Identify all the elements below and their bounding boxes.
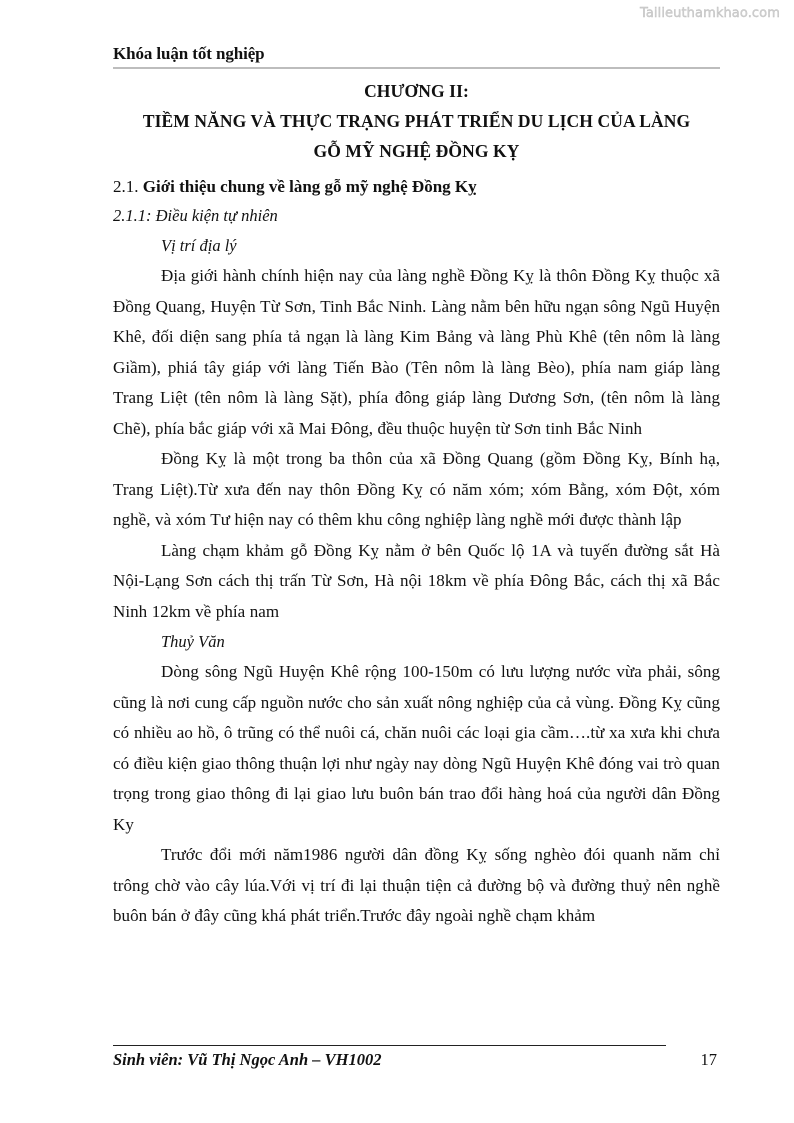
running-header — [113, 45, 720, 69]
heading-geographic-location: Vị trí địa lý — [161, 236, 237, 255]
chapter-title-line-1: CHƯƠNG II: — [364, 81, 469, 101]
paragraph-village-hamlets: Đồng Kỵ là một trong ba thôn của xã Đồng Quang (gồm Đồng Kỵ, Bính hạ, Trang Liệt).Từ xưa đến nay thôn Đồng Kỵ có năm xóm; xóm Bằng, xóm Đột, xóm nghề, và xóm Tư hiện nay có thêm khu công nghiệp làng nghề mới được thành lập — [113, 449, 720, 529]
subsection-heading-2-1-1: 2.1.1: Điều kiện tự nhiên — [113, 206, 278, 225]
footer-divider — [113, 1045, 666, 1046]
section-title: Giới thiệu chung về làng gỗ mỹ nghệ Đồng Kỵ — [138, 177, 477, 196]
paragraph-transport-location: Làng chạm khảm gỗ Đồng Kỵ nằm ở bên Quốc lộ 1A và tuyến đường sắt Hà Nội-Lạng Sơn cách thị trấn Từ Sơn, Hà nội 18km về phía Đông Bắc, cách thị xã Bắc Ninh 12km về phía nam — [113, 540, 720, 621]
paragraph-pre-doi-moi: Trước đổi mới năm1986 người dân đồng Kỵ sống nghèo đói quanh năm chỉ trông chờ vào cây lúa.Với vị trí đi lại thuận tiện cả đường bộ và đường thuỷ nên nghề buôn bán ở đây cũng khá phát triển.Trước đây ngoài nghề chạm khảm — [113, 845, 720, 925]
page-footer — [113, 1045, 720, 1070]
paragraph-administrative-boundary: Địa giới hành chính hiện nay của làng nghề Đồng Kỵ là thôn Đồng Kỵ thuộc xã Đồng Quang, Huyện Từ Sơn, Tinh Bắc Ninh. Làng nằm bên hữu ngạn sông Ngũ Huyện Khê, đối diện sang phía tả ngạn là làng Kim Bảng và làng Phù Khê (tên nôm là làng Giầm), phiá tây giáp với làng Tiến Bào (Tên nôm là làng Bèo), phía nam giáp làng Trang Liệt (tên nôm là làng Sặt), phía đông giáp làng Dương Sơn, (tên nôm là làng Chẽ), phía bắc giáp với xã Mai Đông, đều thuộc huyện từ Sơn tinh Bắc Ninh — [113, 266, 720, 438]
chapter-title-line-3: GỖ MỸ NGHỆ ĐỒNG KỴ — [313, 141, 520, 161]
footer-student-name: Sinh viên: Vũ Thị Ngọc Anh – VH1002 — [113, 1050, 382, 1069]
header-divider — [113, 67, 720, 69]
document-content — [113, 76, 720, 932]
running-header-title: Khóa luận tốt nghiệp — [113, 44, 265, 63]
heading-hydrology: Thuỷ Văn — [161, 632, 225, 651]
paragraph-river-description: Dòng sông Ngũ Huyện Khê rộng 100-150m có lưu lượng nước vừa phải, sông cũng là nơi cung cấp nguồn nước cho sản xuất nông nghiệp của cả vùng. Đồng Kỵ cũng có nhiều ao hồ, ô trũng có thể nuôi cá, chăn nuôi các loại gia cầm….từ xa xưa khi chưa có điều kiện giao thông thuận lợi như ngày nay dòng Ngũ Huyện Khê đóng vai trò quan trọng trong giao thông đi lại giao lưu buôn bán trao đổi hàng hoá của người dân Đồng Ky — [113, 662, 720, 834]
section-number: 2.1. — [113, 177, 139, 196]
section-heading-2-1 — [113, 173, 720, 201]
watermark-text: Tailieuthamkhao.com — [639, 6, 780, 21]
footer-row — [113, 1050, 720, 1070]
footer-page-number: 17 — [700, 1050, 717, 1069]
chapter-title-line-2: TIỀM NĂNG VÀ THỰC TRẠNG PHÁT TRIỂN DU LỊCH CỦA LÀNG — [142, 111, 691, 131]
chapter-title — [113, 76, 720, 166]
